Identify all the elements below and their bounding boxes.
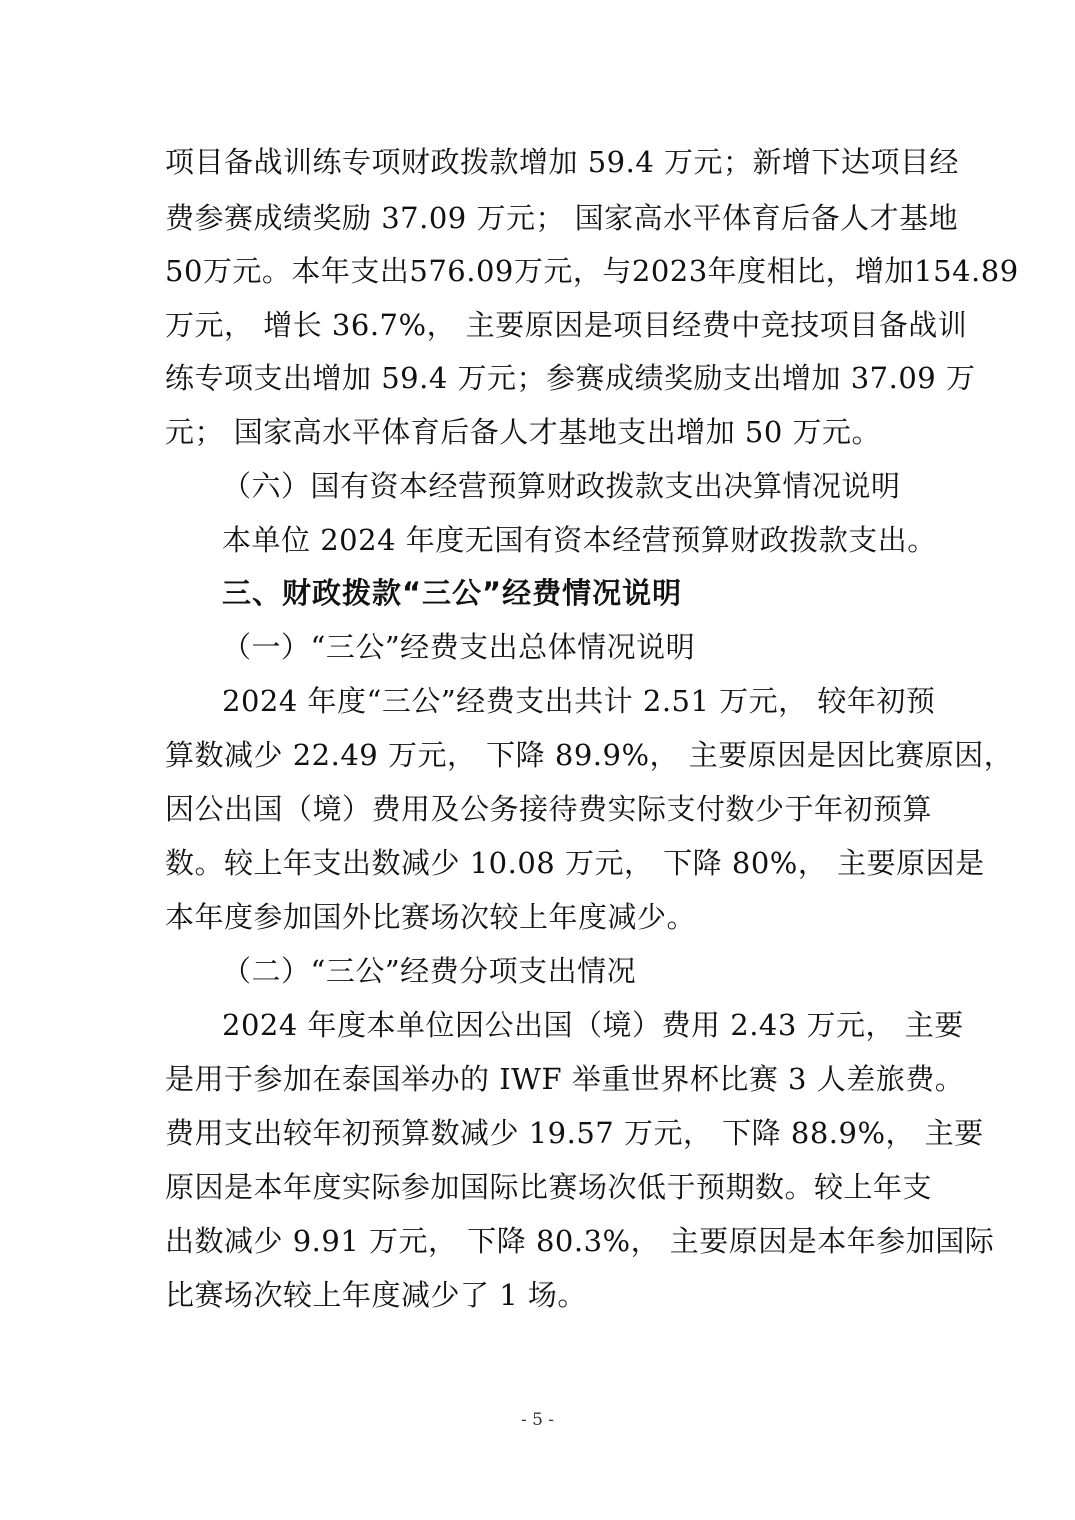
section-subheading: （二）“三公”经费分项支出情况 — [222, 954, 637, 988]
body-text-line: 元； 国家高水平体育后备人才基地支出增加 50 万元。 — [165, 415, 882, 449]
section-subheading: （一）“三公”经费支出总体情况说明 — [222, 630, 696, 664]
section-subheading: （六）国有资本经营预算财政拨款支出决算情况说明 — [222, 469, 901, 503]
body-text-line: 50万元。本年支出576.09万元，与2023年度相比，增加154.89 — [165, 254, 1019, 288]
body-text-line: 2024 年度本单位因公出国（境）费用 2.43 万元， 主要 — [222, 1008, 964, 1042]
body-text-line: 费用支出较年初预算数减少 19.57 万元， 下降 88.9%， 主要 — [165, 1116, 984, 1150]
body-text-line: 出数减少 9.91 万元， 下降 80.3%， 主要原因是本年参加国际 — [165, 1224, 995, 1258]
body-text-line: 是用于参加在泰国举办的 IWF 举重世界杯比赛 3 人差旅费。 — [165, 1062, 965, 1096]
body-text-line: 2024 年度“三公”经费支出共计 2.51 万元， 较年初预 — [222, 684, 936, 718]
body-text-line: 比赛场次较上年度减少了 1 场。 — [165, 1278, 587, 1312]
body-text-line: 练专项支出增加 59.4 万元；参赛成绩奖励支出增加 37.09 万 — [165, 361, 976, 395]
body-text-line: 本单位 2024 年度无国有资本经营预算财政拨款支出。 — [222, 523, 937, 557]
section-heading: 三、财政拨款“三公”经费情况说明 — [222, 576, 683, 610]
body-text-line: 项目备战训练专项财政拨款增加 59.4 万元；新增下达项目经 — [165, 145, 960, 179]
body-text-line: 费参赛成绩奖励 37.09 万元； 国家高水平体育后备人才基地 — [165, 201, 959, 235]
body-text-line: 数。较上年支出数减少 10.08 万元， 下降 80%， 主要原因是 — [165, 846, 985, 880]
page-number: - 5 - — [520, 1410, 555, 1430]
body-text-line: 算数减少 22.49 万元， 下降 89.9%， 主要原因是因比赛原因， — [165, 738, 1014, 772]
body-text-line: 本年度参加国外比赛场次较上年度减少。 — [165, 900, 697, 934]
body-text-line: 因公出国（境）费用及公务接待费实际支付数少于年初预算 — [165, 792, 933, 826]
body-text-line: 万元， 增长 36.7%， 主要原因是项目经费中竞技项目备战训 — [165, 308, 968, 342]
body-text-line: 原因是本年度实际参加国际比赛场次低于预期数。较上年支 — [165, 1170, 933, 1204]
